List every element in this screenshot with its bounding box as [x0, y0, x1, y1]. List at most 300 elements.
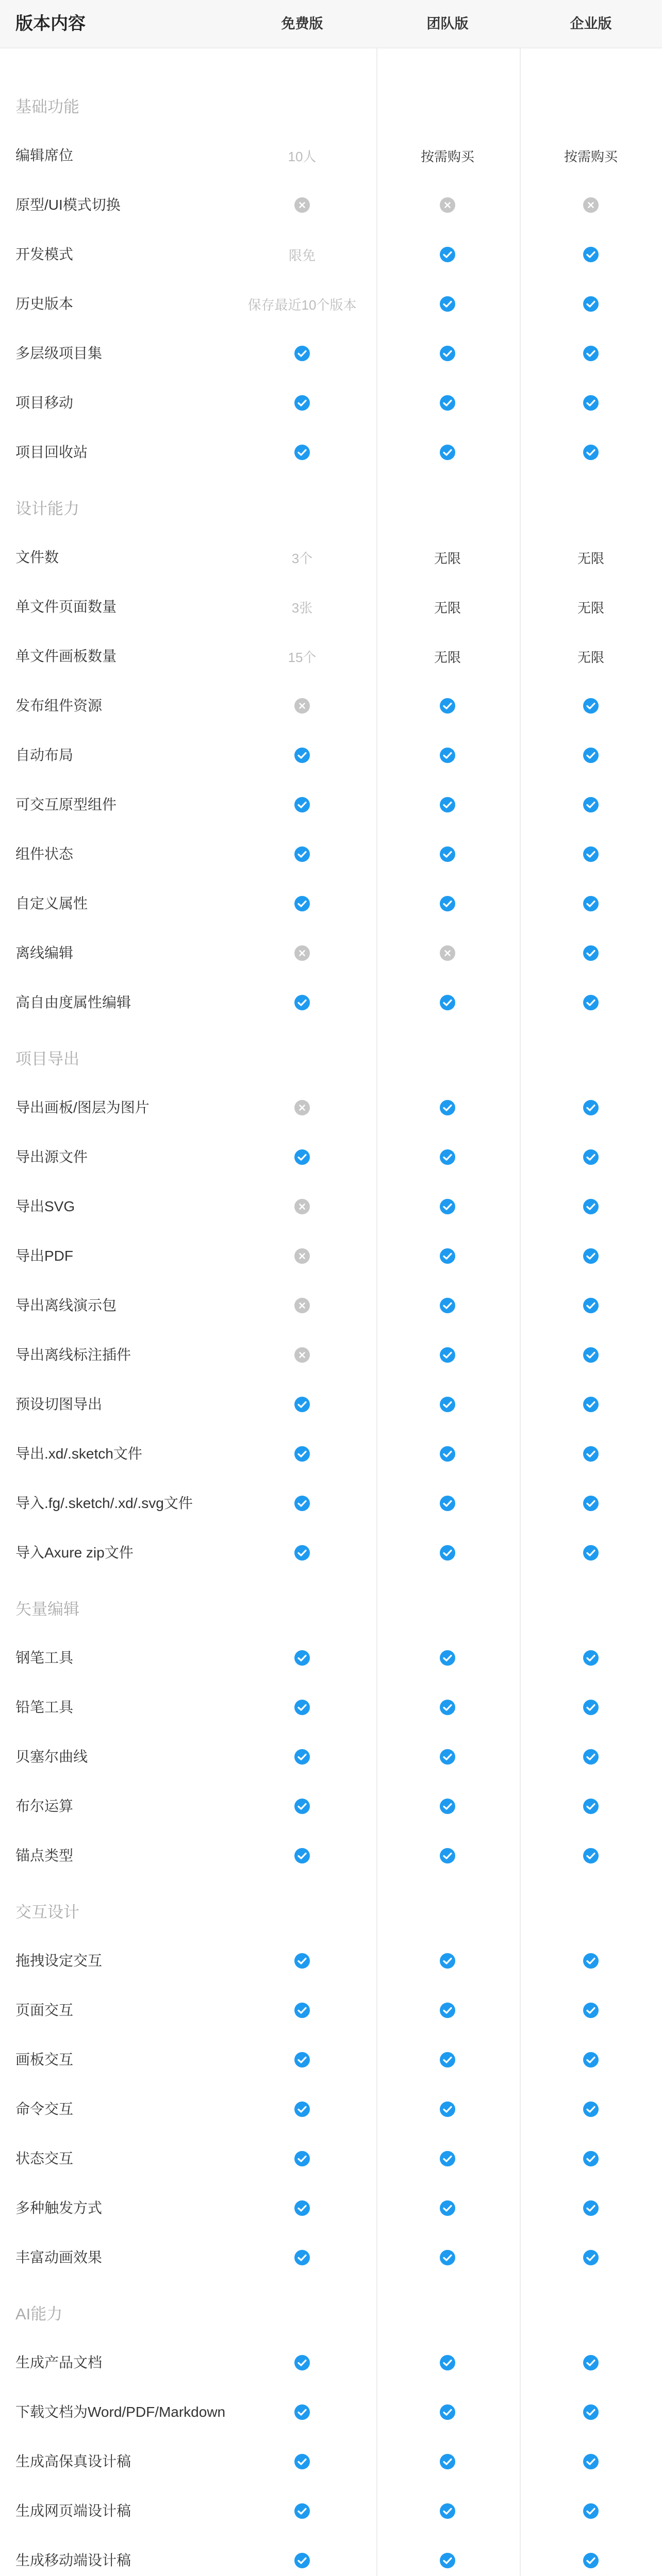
plan-free-cell: [235, 731, 369, 780]
plan-team-cell: [380, 2486, 515, 2536]
check-circle-icon: [583, 2101, 599, 2117]
plan-enterprise-cell: [524, 731, 658, 780]
feature-label: 生成产品文档: [15, 2354, 103, 2370]
feature-row: [0, 1936, 662, 1986]
plan-enterprise-cell: [524, 230, 658, 279]
plan-team-cell: [380, 681, 515, 731]
section-title: 设计能力: [15, 500, 79, 518]
check-circle-icon: [439, 2354, 456, 2371]
plan-free-cell: [235, 131, 369, 180]
plan-free-cell: [235, 780, 369, 829]
feature-label: 开发模式: [15, 246, 74, 262]
section-title: 项目导出: [15, 1050, 79, 1068]
plan-enterprise-value: 无限: [577, 600, 604, 616]
plan-free-cell: [235, 1330, 369, 1380]
check-circle-icon: [583, 1798, 599, 1815]
check-circle-icon: [294, 1749, 310, 1765]
plan-team-cell: [380, 131, 515, 180]
plan-enterprise-cell: [524, 1782, 658, 1831]
plan-enterprise-cell: [524, 1231, 658, 1281]
plan-enterprise-cell: [524, 2536, 658, 2576]
check-circle-icon: [439, 747, 456, 764]
plan-free-cell: [235, 2084, 369, 2134]
plan-free-cell: [235, 2387, 369, 2437]
check-circle-icon: [294, 796, 310, 813]
plan-team-cell: [380, 2084, 515, 2134]
check-circle-icon: [439, 1198, 456, 1215]
check-circle-icon: [439, 2404, 456, 2420]
feature-row: [0, 378, 662, 428]
check-circle-icon: [294, 395, 310, 411]
plan-free-value: 保存最近10个版本: [247, 297, 357, 313]
check-circle-icon: [439, 1297, 456, 1314]
feature-row: [0, 978, 662, 1027]
check-circle-icon: [294, 1149, 310, 1165]
check-circle-icon: [583, 1953, 599, 1969]
feature-row: [0, 1132, 662, 1182]
plan-enterprise-cell: [524, 1083, 658, 1132]
feature-label: 导出离线标注插件: [15, 1347, 131, 1363]
check-circle-icon: [294, 2453, 310, 2470]
plan-free-cell: [235, 829, 369, 879]
check-circle-icon: [294, 2249, 310, 2266]
plan-enterprise-cell: [524, 2183, 658, 2233]
cross-circle-icon: [294, 1099, 310, 1116]
feature-label: 多种触发方式: [15, 2200, 103, 2216]
check-circle-icon: [583, 2002, 599, 2019]
check-circle-icon: [439, 994, 456, 1011]
plan-team-cell: [380, 1182, 515, 1231]
check-circle-icon: [294, 1953, 310, 1969]
plan-team-cell: [380, 2437, 515, 2486]
plan-team-cell: [380, 1231, 515, 1281]
check-circle-icon: [583, 698, 599, 714]
check-circle-icon: [294, 1798, 310, 1815]
plan-free-header: 免费版: [281, 16, 323, 31]
check-circle-icon: [583, 1446, 599, 1462]
plan-enterprise-value: 无限: [577, 550, 604, 566]
plan-enterprise-cell: [524, 1936, 658, 1986]
plan-team-cell: [380, 731, 515, 780]
plan-free-cell: [235, 632, 369, 681]
check-circle-icon: [583, 1248, 599, 1264]
plan-free-cell: [235, 2035, 369, 2084]
plan-enterprise-cell: [524, 2134, 658, 2183]
check-circle-icon: [583, 2503, 599, 2519]
check-circle-icon: [439, 1699, 456, 1716]
feature-row: [0, 780, 662, 829]
feature-row: [0, 928, 662, 978]
feature-label: 多层级项目集: [15, 345, 103, 361]
plan-enterprise-value: 无限: [577, 649, 604, 665]
cross-circle-icon: [294, 945, 310, 961]
plan-free-cell: [235, 928, 369, 978]
check-circle-icon: [583, 945, 599, 961]
feature-label: 历史版本: [15, 296, 74, 312]
check-circle-icon: [294, 2354, 310, 2371]
feature-label: 组件状态: [15, 846, 74, 862]
check-circle-icon: [439, 698, 456, 714]
plan-free-cell: [235, 329, 369, 378]
feature-row: [0, 731, 662, 780]
plan-enterprise-cell: [524, 1633, 658, 1683]
check-circle-icon: [294, 2002, 310, 2019]
feature-label: 编辑席位: [15, 147, 74, 163]
plan-enterprise-cell: [524, 1732, 658, 1782]
check-circle-icon: [294, 2101, 310, 2117]
plan-team-cell: [380, 2536, 515, 2576]
plan-enterprise-cell: [524, 2233, 658, 2282]
feature-row: [0, 2536, 662, 2576]
check-circle-icon: [294, 895, 310, 912]
section-title: 基础功能: [15, 98, 79, 116]
feature-label: 导入.fg/.sketch/.xd/.svg文件: [15, 1495, 193, 1511]
check-circle-icon: [294, 1699, 310, 1716]
check-circle-icon: [294, 846, 310, 862]
feature-label: 生成网页端设计稿: [15, 2503, 131, 2519]
plan-team-cell: [380, 1986, 515, 2035]
plan-free-cell: [235, 1083, 369, 1132]
feature-row: [0, 2134, 662, 2183]
check-circle-icon: [583, 1495, 599, 1512]
feature-row: [0, 1633, 662, 1683]
check-circle-icon: [294, 2150, 310, 2167]
cross-circle-icon: [294, 698, 310, 714]
feature-row: [0, 829, 662, 879]
check-circle-icon: [439, 2150, 456, 2167]
check-circle-icon: [583, 1347, 599, 1363]
plan-team-cell: [380, 1683, 515, 1732]
feature-row: [0, 329, 662, 378]
plan-enterprise-cell: [524, 2084, 658, 2134]
check-circle-icon: [583, 1099, 599, 1116]
plan-team-cell: [380, 2387, 515, 2437]
feature-row: [0, 582, 662, 632]
plan-free-cell: [235, 879, 369, 928]
plan-enterprise-cell: [524, 978, 658, 1027]
feature-label: 布尔运算: [15, 1798, 74, 1814]
feature-row: [0, 230, 662, 279]
check-circle-icon: [583, 846, 599, 862]
plan-enterprise-cell: [524, 829, 658, 879]
plan-team-cell: [380, 230, 515, 279]
check-circle-icon: [294, 747, 310, 764]
check-circle-icon: [439, 345, 456, 362]
check-circle-icon: [439, 2052, 456, 2068]
plan-enterprise-cell: [524, 329, 658, 378]
plan-enterprise-cell: [524, 1683, 658, 1732]
plan-enterprise-cell: [524, 131, 658, 180]
section-title: 矢量编辑: [15, 1600, 79, 1618]
feature-label: 页面交互: [15, 2002, 74, 2018]
check-circle-icon: [439, 1650, 456, 1666]
plan-free-cell: [235, 1231, 369, 1281]
feature-row: [0, 1782, 662, 1831]
feature-row: [0, 1429, 662, 1479]
check-circle-icon: [294, 2200, 310, 2216]
plan-free-cell: [235, 1479, 369, 1528]
plan-free-cell: [235, 279, 369, 329]
feature-row: [0, 2035, 662, 2084]
check-circle-icon: [583, 2200, 599, 2216]
check-circle-icon: [294, 2503, 310, 2519]
check-circle-icon: [583, 2150, 599, 2167]
plan-free-cell: [235, 1132, 369, 1182]
check-circle-icon: [583, 2249, 599, 2266]
check-circle-icon: [439, 296, 456, 312]
plan-team-cell: [380, 1132, 515, 1182]
plan-enterprise-cell: [524, 1528, 658, 1578]
plan-enterprise-value: 按需购买: [564, 148, 618, 164]
plan-team-value: 无限: [434, 649, 461, 665]
cross-circle-icon: [294, 1297, 310, 1314]
check-circle-icon: [583, 296, 599, 312]
check-circle-icon: [583, 994, 599, 1011]
feature-row: [0, 1986, 662, 2035]
plan-enterprise-cell: [524, 1380, 658, 1429]
feature-label: 导出.xd/.sketch文件: [15, 1446, 142, 1462]
plan-free-cell: [235, 1683, 369, 1732]
plan-free-cell: [235, 2134, 369, 2183]
plan-free-cell: [235, 978, 369, 1027]
plan-team-cell: [380, 1083, 515, 1132]
plan-free-cell: [235, 1936, 369, 1986]
check-circle-icon: [294, 444, 310, 461]
plan-team-cell: [380, 1429, 515, 1479]
plan-enterprise-cell: [524, 2486, 658, 2536]
feature-label: 命令交互: [15, 2101, 74, 2117]
feature-row: [0, 1231, 662, 1281]
plan-team-cell: [380, 1732, 515, 1782]
feature-row: [0, 1330, 662, 1380]
plan-enterprise-cell: [524, 2437, 658, 2486]
plan-enterprise-cell: [524, 1281, 658, 1330]
plan-team-cell: [380, 2183, 515, 2233]
plan-free-cell: [235, 1182, 369, 1231]
check-circle-icon: [583, 1297, 599, 1314]
check-circle-icon: [583, 2354, 599, 2371]
check-circle-icon: [439, 2249, 456, 2266]
plan-team-cell: [380, 978, 515, 1027]
check-circle-icon: [583, 1749, 599, 1765]
feature-row: [0, 533, 662, 582]
plan-enterprise-cell: [524, 1330, 658, 1380]
check-circle-icon: [439, 1953, 456, 1969]
plan-team-cell: [380, 279, 515, 329]
plan-team-cell: [380, 378, 515, 428]
plan-free-value: 3张: [291, 600, 313, 616]
check-circle-icon: [583, 444, 599, 461]
plan-enterprise-cell: [524, 428, 658, 477]
cross-circle-icon: [294, 1198, 310, 1215]
check-circle-icon: [439, 2002, 456, 2019]
check-circle-icon: [439, 1798, 456, 1815]
plan-team-cell: [380, 2035, 515, 2084]
check-circle-icon: [583, 246, 599, 263]
plan-enterprise-cell: [524, 1479, 658, 1528]
check-circle-icon: [294, 1495, 310, 1512]
plan-team-value: 无限: [434, 600, 461, 616]
feature-row: [0, 879, 662, 928]
feature-row: [0, 1683, 662, 1732]
plan-enterprise-cell: [524, 1132, 658, 1182]
feature-label: 导出源文件: [15, 1149, 88, 1165]
check-circle-icon: [439, 444, 456, 461]
plan-team-cell: [380, 329, 515, 378]
check-circle-icon: [294, 1848, 310, 1864]
check-circle-icon: [294, 2052, 310, 2068]
feature-row: [0, 1182, 662, 1231]
check-circle-icon: [439, 1495, 456, 1512]
check-circle-icon: [294, 1446, 310, 1462]
check-circle-icon: [439, 1848, 456, 1864]
plan-team-cell: [380, 1330, 515, 1380]
feature-row: [0, 2183, 662, 2233]
check-circle-icon: [294, 1650, 310, 1666]
check-circle-icon: [439, 846, 456, 862]
plan-free-cell: [235, 180, 369, 230]
feature-row: [0, 2233, 662, 2282]
plan-free-cell: [235, 2536, 369, 2576]
check-circle-icon: [439, 1347, 456, 1363]
feature-row: [0, 1281, 662, 1330]
feature-label: 自动布局: [15, 747, 74, 763]
feature-label: 可交互原型组件: [15, 796, 117, 812]
plan-team-cell: [380, 1479, 515, 1528]
plan-team-cell: [380, 1528, 515, 1578]
plan-free-cell: [235, 2338, 369, 2387]
feature-label: 下载文档为Word/PDF/Markdown: [15, 2404, 226, 2420]
plan-free-cell: [235, 1633, 369, 1683]
plan-team-header: 团队版: [426, 16, 469, 31]
check-circle-icon: [439, 1446, 456, 1462]
cross-circle-icon: [294, 1347, 310, 1363]
feature-row: [0, 2387, 662, 2437]
feature-label: 文件数: [15, 549, 59, 565]
plan-enterprise-cell: [524, 1182, 658, 1231]
plan-team-cell: [380, 1831, 515, 1880]
plan-free-cell: [235, 2183, 369, 2233]
plan-enterprise-cell: [524, 928, 658, 978]
feature-row: [0, 1732, 662, 1782]
plan-free-cell: [235, 1281, 369, 1330]
feature-row: [0, 428, 662, 477]
feature-label: 画板交互: [15, 2052, 74, 2067]
feature-row: [0, 632, 662, 681]
plan-free-cell: [235, 1380, 369, 1429]
feature-row: [0, 2437, 662, 2486]
plan-enterprise-cell: [524, 1429, 658, 1479]
check-circle-icon: [439, 2200, 456, 2216]
plan-team-cell: [380, 829, 515, 879]
cross-circle-icon: [294, 197, 310, 213]
plan-free-cell: [235, 1528, 369, 1578]
feature-label: 生成高保真设计稿: [15, 2453, 131, 2469]
check-circle-icon: [583, 796, 599, 813]
plan-free-value: 10人: [288, 148, 317, 164]
check-circle-icon: [583, 1650, 599, 1666]
feature-row: [0, 2338, 662, 2387]
check-circle-icon: [439, 1099, 456, 1116]
check-circle-icon: [583, 2453, 599, 2470]
feature-row: [0, 131, 662, 180]
check-circle-icon: [583, 895, 599, 912]
feature-label: 项目移动: [15, 395, 74, 411]
plan-enterprise-cell: [524, 780, 658, 829]
feature-label: 锚点类型: [15, 1848, 74, 1863]
check-circle-icon: [439, 2453, 456, 2470]
feature-label: 自定义属性: [15, 895, 88, 911]
feature-label: 导入Axure zip文件: [15, 1545, 134, 1561]
plan-team-cell: [380, 928, 515, 978]
check-circle-icon: [583, 1545, 599, 1561]
plan-enterprise-cell: [524, 681, 658, 731]
plan-free-cell: [235, 533, 369, 582]
feature-label: 生成移动端设计稿: [15, 2552, 131, 2568]
plan-enterprise-cell: [524, 879, 658, 928]
plan-free-cell: [235, 230, 369, 279]
check-circle-icon: [439, 1396, 456, 1413]
feature-row: [0, 180, 662, 230]
plan-enterprise-cell: [524, 632, 658, 681]
feature-label: 丰富动画效果: [15, 2249, 103, 2265]
plan-team-cell: [380, 1782, 515, 1831]
plan-team-cell: [380, 632, 515, 681]
plan-free-cell: [235, 1986, 369, 2035]
plan-free-cell: [235, 681, 369, 731]
check-circle-icon: [294, 1545, 310, 1561]
feature-row: [0, 1831, 662, 1880]
feature-label: 单文件画板数量: [15, 648, 117, 664]
plan-team-cell: [380, 428, 515, 477]
check-circle-icon: [439, 895, 456, 912]
plan-free-cell: [235, 582, 369, 632]
plan-free-cell: [235, 1831, 369, 1880]
check-circle-icon: [439, 796, 456, 813]
header-title: 版本内容: [15, 14, 86, 33]
plan-team-value: 按需购买: [420, 148, 474, 164]
check-circle-icon: [439, 1248, 456, 1264]
plan-enterprise-cell: [524, 2035, 658, 2084]
section-title: AI能力: [15, 2305, 63, 2323]
check-circle-icon: [583, 2552, 599, 2569]
check-circle-icon: [294, 2404, 310, 2420]
plan-enterprise-cell: [524, 533, 658, 582]
plan-enterprise-cell: [524, 378, 658, 428]
plan-team-cell: [380, 2338, 515, 2387]
feature-row: [0, 1479, 662, 1528]
plan-team-cell: [380, 780, 515, 829]
cross-circle-icon: [439, 197, 456, 213]
feature-row: [0, 1083, 662, 1132]
feature-label: 贝塞尔曲线: [15, 1749, 88, 1765]
plan-free-cell: [235, 1782, 369, 1831]
check-circle-icon: [439, 2552, 456, 2569]
plan-free-value: 3个: [291, 550, 313, 566]
check-circle-icon: [439, 1545, 456, 1561]
check-circle-icon: [439, 1749, 456, 1765]
plan-team-cell: [380, 1380, 515, 1429]
feature-label: 状态交互: [15, 2150, 74, 2166]
comparison-header: [0, 0, 662, 48]
check-circle-icon: [583, 747, 599, 764]
check-circle-icon: [439, 395, 456, 411]
plan-free-cell: [235, 1429, 369, 1479]
feature-label: 原型/UI模式切换: [15, 197, 121, 213]
plan-enterprise-cell: [524, 2338, 658, 2387]
feature-label: 导出离线演示包: [15, 1297, 117, 1313]
feature-label: 离线编辑: [15, 945, 74, 961]
